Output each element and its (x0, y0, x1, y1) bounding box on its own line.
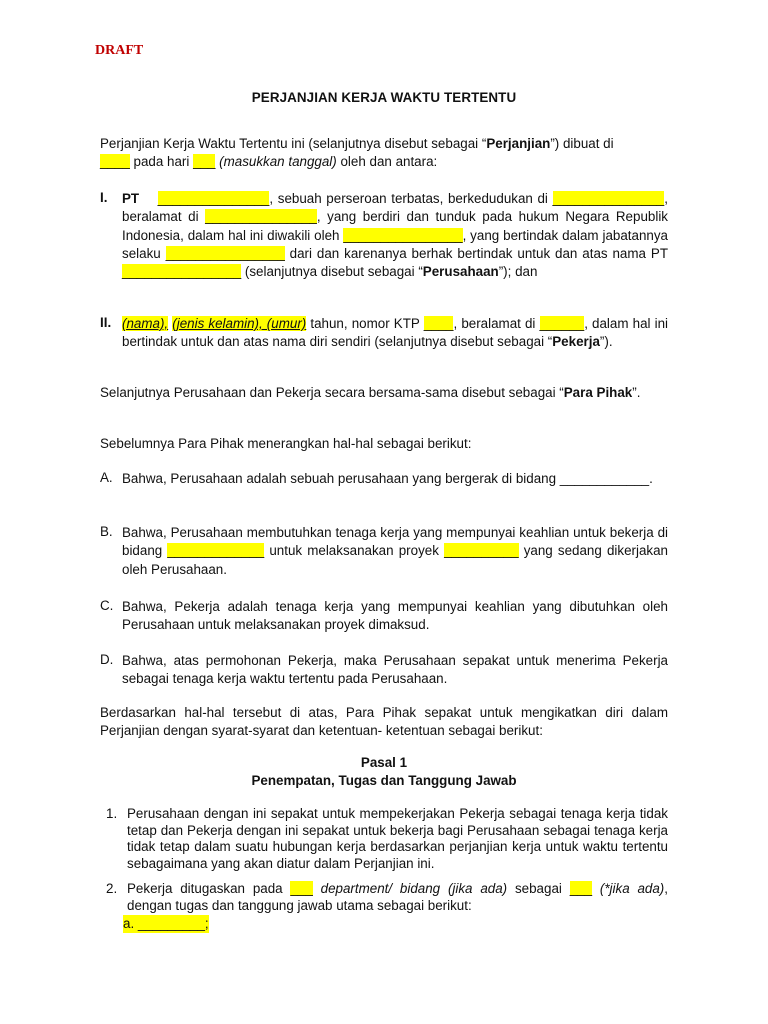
para-pihak-paragraph (100, 384, 668, 402)
blank-representative: ________________ (343, 227, 463, 243)
party1-paragraph (122, 190, 668, 281)
intro-text-2: ”) dibuat di (550, 136, 614, 151)
blank-ktp: ____ (423, 316, 454, 331)
item2-department-hint: department/ bidang (jika ada) (312, 881, 508, 896)
intro-text-5: oleh dan antara: (336, 154, 438, 170)
recital-a-text: Bahwa, Perusahaan adalah sebuah perusahaan yang bergerak di bidang ____________. (122, 471, 653, 486)
recital-b-paragraph (122, 524, 668, 579)
recital-b-text-1: Bahwa, Perusahaan membutuhkan tenaga kerja yang mempunyai keahlian untuk bekerja di bidang (122, 525, 668, 559)
party1-text-2: , beralamat di (122, 191, 668, 225)
blank-day: ___ (193, 154, 216, 170)
document-title: PERJANJIAN KERJA WAKTU TERTENTU (251, 90, 517, 105)
recital-d-label: D. (100, 652, 114, 667)
party1-perusahaan: Perusahaan (422, 264, 499, 280)
intro-perjanjian: Perjanjian (486, 136, 551, 151)
blank-field: _____________ (167, 543, 265, 559)
party1-text-3: , yang berdiri dan tunduk pada hukum Negara Republik Indonesia, dalam hal ini diwakili oleh (122, 209, 668, 243)
item2-text-1: Pekerja ditugaskan pada (127, 881, 291, 896)
intro-text-1: Perjanjian Kerja Waktu Tertentu ini (selanjutnya disebut sebagai “ (100, 136, 487, 151)
para-pihak-term: Para Pihak (563, 385, 633, 400)
recital-b-label: B. (100, 524, 113, 539)
party2-text-3: , dalam hal ini bertindak untuk dan atas nama diri sendiri (selanjutnya disebut sebagai “ (122, 316, 668, 350)
intro-date-hint: (masukkan tanggal) (215, 154, 337, 170)
pasal-1-subheading: Penempatan, Tugas dan Tanggung Jawab (251, 773, 517, 788)
draft-watermark-label: DRAFT (95, 43, 144, 58)
blank-worker-address: ______ (539, 316, 585, 331)
blank-name: (nama), (122, 316, 169, 331)
party2-label: II. (100, 315, 112, 330)
party2-text-1: tahun, nomor KTP (306, 316, 424, 331)
para-pihak-text-2: ”. (632, 385, 641, 400)
party1-text-6: (selanjutnya disebut sebagai “ (241, 264, 423, 280)
blank-company-name: _______________ (157, 191, 270, 206)
party1-text-5: dari dan karenanya berhak bertindak untuk dan atas nama PT (284, 245, 668, 261)
blank-company-address: _______________ (205, 209, 317, 225)
party1-text-4: , yang bertindak dalam jabatannya selaku (122, 227, 668, 261)
recital-c-label: C. (100, 598, 114, 613)
blank-pt-name: ________________ (122, 264, 242, 280)
party2-pekerja: Pekerja (552, 334, 600, 350)
party2-text-2: , beralamat di (453, 316, 540, 331)
item2-role-hint: (*jika ada) (592, 881, 665, 896)
recital-c-text: Bahwa, Pekerja adalah tenaga kerja yang mempunyai keahlian yang dibutuhkan oleh Perusahaan untuk melaksanakan proyek dimaksud. (122, 599, 668, 633)
blank-role: ___ (569, 881, 593, 896)
recital-b-text-2: untuk melaksanakan proyek (264, 543, 445, 559)
item2-text-5: , dengan tugas dan tanggung jawab utama sebagai berikut: (127, 881, 668, 913)
intro-paragraph (100, 135, 668, 172)
party1-label: I. (100, 190, 108, 205)
party1-pt: PT (122, 191, 140, 206)
intro-text-3: pada hari (129, 154, 194, 170)
berdasarkan-paragraph: Berdasarkan hal-hal tersebut di atas, Para Pihak sepakat untuk mengikatkan diri dalam Perjanjian dengan syarat-syarat dan ketentuan- ketentuan sebagai berikut: (100, 705, 668, 739)
pasal-1-item-2-sub-a: a. _________; (123, 916, 209, 931)
recital-a-label: A. (100, 470, 113, 485)
item2-text-3: sebagai (507, 881, 570, 896)
sebelumnya-paragraph: Sebelumnya Para Pihak menerangkan hal-hal sebagai berikut: (100, 436, 472, 451)
blank-department: ___ (290, 881, 313, 896)
pasal-1-item-1-text: Perusahaan dengan ini sepakat untuk mempekerjakan Pekerja sebagai tenaga kerja tidak tetap dan Pekerja dengan ini sepakat untuk bekerja bagi Perusahaan sebagai tenaga kerja tidak tetap dalam suatu hubungan kerja berdasarkan perjanjian kerja untuk waktu tertentu sebagaimana yang akan diatur dalam Perjanjian ini. (127, 806, 668, 871)
para-pihak-text-1: Selanjutnya Perusahaan dan Pekerja secara bersama-sama disebut sebagai “ (100, 385, 564, 400)
blank-project: __________ (444, 543, 519, 559)
pasal-1-item-2-label: 2. (106, 881, 118, 896)
recital-d-text: Bahwa, atas permohonan Pekerja, maka Perusahaan sepakat untuk menerima Pekerja sebagai tenaga kerja waktu tertentu pada Perusahaan. (122, 653, 668, 687)
party1-text-7: ”); dan (498, 264, 538, 280)
pasal-1-heading: Pasal 1 (360, 755, 408, 770)
blank-company-city: _______________ (552, 191, 665, 206)
pasal-1-item-2-paragraph (127, 881, 668, 914)
party2-text-4: ”). (599, 334, 613, 350)
blank-location: ____ (100, 154, 130, 170)
recital-b-text-3: yang sedang dikerjakan oleh Perusahaan. (122, 543, 668, 577)
pasal-1-item-1-label: 1. (106, 806, 118, 821)
party1-text-1: , sebuah perseroan terbatas, berkedudukan di (269, 191, 553, 206)
party2-paragraph (122, 315, 668, 352)
blank-gender-age: (jenis kelamin), (umur) (172, 316, 307, 331)
blank-position: ________________ (165, 245, 285, 261)
